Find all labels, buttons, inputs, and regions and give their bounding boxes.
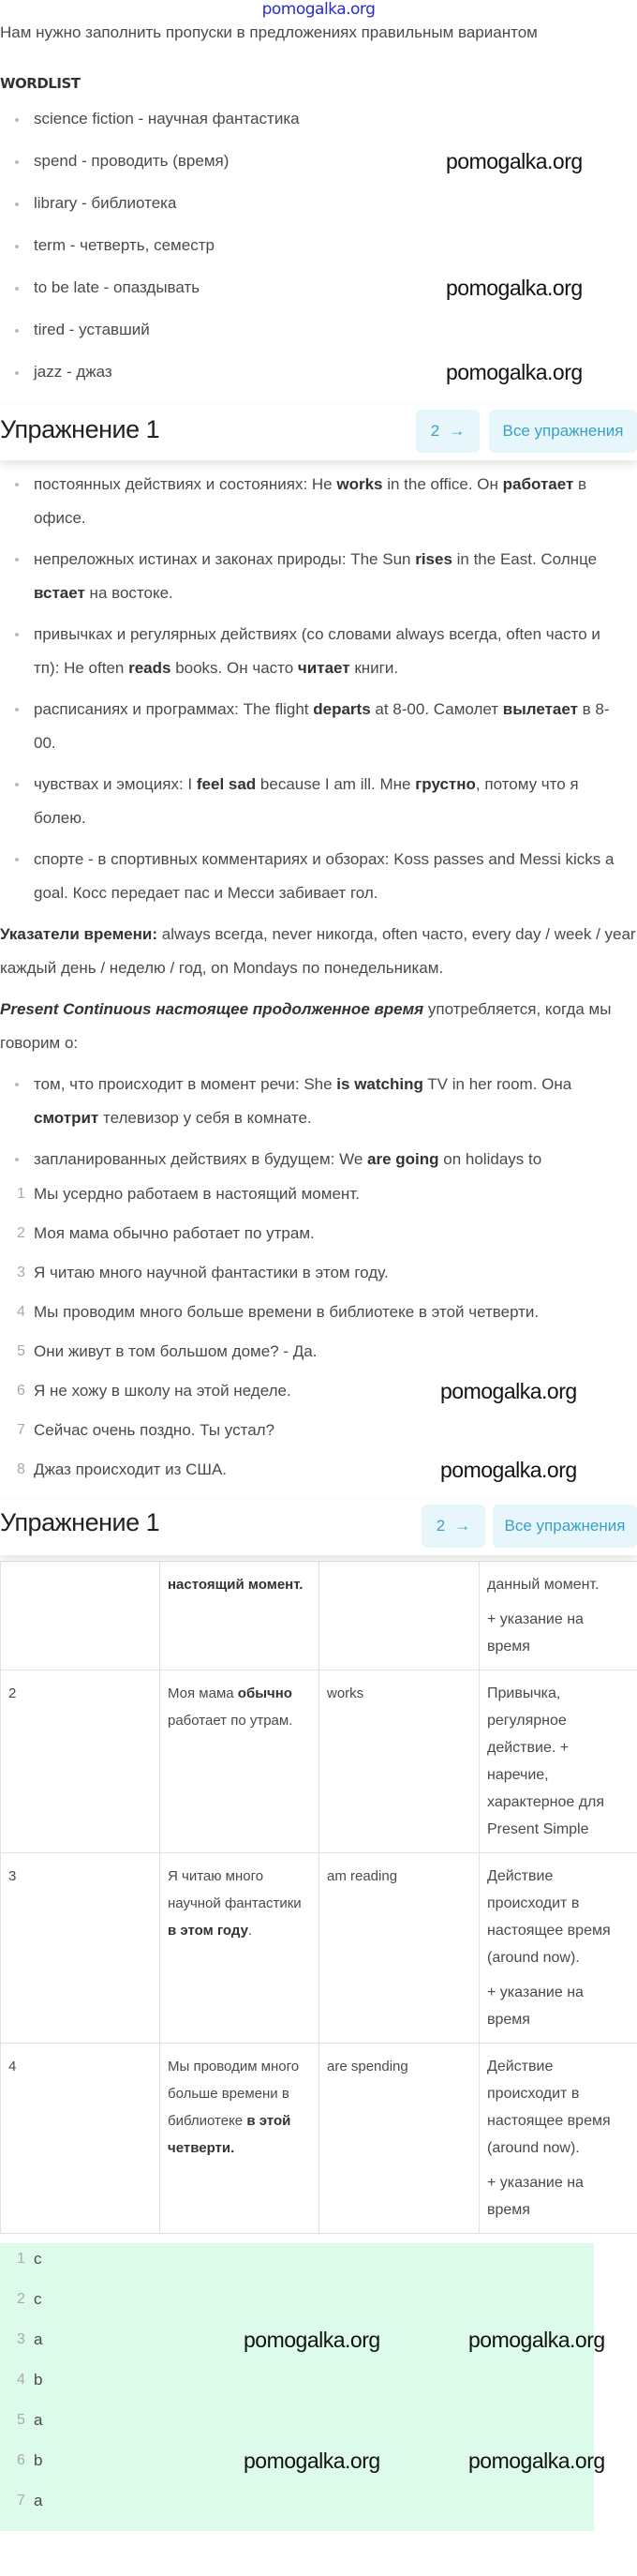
theory-item xyxy=(34,618,630,685)
sentence-number: 4 xyxy=(17,1304,25,1320)
table-row xyxy=(1,1670,637,1853)
sentence-row xyxy=(0,1460,637,1499)
text-segment: always всегда, never никогда, often часто, every day / week / year каждый день / неделю / год, on Mondays по понедельникам. xyxy=(0,925,636,977)
row-number xyxy=(1,1562,160,1670)
wordlist-text: library - библиотека xyxy=(34,194,177,212)
answer-number: 5 xyxy=(17,2412,25,2428)
row-number: 3 xyxy=(1,1853,160,2044)
theory-item xyxy=(34,843,630,910)
text-segment: телевизор у себя в комнате. xyxy=(98,1109,312,1127)
sentence-cell xyxy=(160,2044,319,2234)
wordlist-item xyxy=(34,362,637,404)
watermark: pomogalka.org xyxy=(468,2328,605,2352)
row-number: 4 xyxy=(1,2044,160,2234)
watermark: pomogalka.org xyxy=(446,276,583,300)
text-segment: встает xyxy=(34,584,85,602)
answer-value: c xyxy=(34,2290,42,2308)
text-segment: feel sad xyxy=(196,775,257,793)
answer-key xyxy=(0,2243,605,2531)
wordlist-text: to be late - опаздывать xyxy=(34,278,200,296)
sentence-number: 7 xyxy=(17,1422,25,1438)
text-segment: в этом году xyxy=(168,1923,248,1939)
sentence-text: Мы проводим много больше времени в библиотеке в этой четверти. xyxy=(34,1303,540,1321)
answer-row xyxy=(0,2410,594,2450)
answer-number: 4 xyxy=(17,2372,25,2388)
text-segment: книги. xyxy=(349,659,399,677)
sentence-number: 5 xyxy=(17,1343,25,1359)
sentence-row xyxy=(0,1223,637,1263)
answer-value: a xyxy=(34,2411,43,2429)
answer-value: b xyxy=(34,2451,43,2469)
sentence-text: Джаз происходит из США. xyxy=(34,1460,228,1478)
reason-text: + указание на время xyxy=(487,1611,584,1655)
sentence-cell xyxy=(160,1670,319,1853)
next-label: 2 xyxy=(436,1517,446,1535)
sentence-number: 8 xyxy=(17,1461,25,1477)
time-markers xyxy=(0,918,637,985)
intro-text: Нам нужно заполнить пропуски в предложениях правильным вариантом xyxy=(0,23,538,41)
text-segment: работает по утрам. xyxy=(168,1713,293,1729)
reason-text: + указание на время xyxy=(487,1984,584,2028)
sentence-row xyxy=(0,1420,637,1460)
reason-cell xyxy=(480,1670,637,1853)
row-number: 2 xyxy=(1,1670,160,1853)
wordlist-item xyxy=(34,109,637,151)
theory-item xyxy=(34,768,630,835)
answer-row xyxy=(0,2249,594,2289)
watermark: pomogalka.org xyxy=(244,2449,380,2473)
watermark: pomogalka.org xyxy=(446,149,583,173)
wordlist-text: jazz - джаз xyxy=(34,363,112,381)
sentence-row xyxy=(0,1184,637,1223)
text-segment: привычках и регулярных действиях (со словами always всегда, often часто и тп): He often xyxy=(34,625,600,677)
theory-item xyxy=(34,1143,630,1176)
text-segment: употребляется, когда мы говорим о: xyxy=(0,1000,612,1052)
text-segment: обычно xyxy=(237,1685,292,1701)
arrow-right-icon: → xyxy=(449,422,466,440)
reason-cell xyxy=(480,1853,637,2044)
answer-row xyxy=(0,2289,594,2329)
sentence-row xyxy=(0,1263,637,1302)
sentence-text: Я читаю много научной фантастики в этом году. xyxy=(34,1264,389,1281)
text-segment: books. Он часто xyxy=(170,659,298,677)
reason-cell xyxy=(480,2044,637,2234)
wordlist-text: term - четверть, семестр xyxy=(34,236,215,254)
text-segment: расписаниях и программах: The flight xyxy=(34,700,314,718)
text-segment: на востоке. xyxy=(84,584,173,602)
sentence-list xyxy=(0,1184,637,1499)
text-segment: departs xyxy=(313,700,371,718)
text-segment: reads xyxy=(128,659,171,677)
text-segment: запланированных действиях в будущем: We xyxy=(34,1150,368,1168)
answer-value: c xyxy=(34,2250,42,2268)
site-title[interactable]: pomogalka.org xyxy=(261,0,376,19)
sentence-text: Я не хожу в школу на этой неделе. xyxy=(34,1382,291,1400)
answer-value: a xyxy=(34,2330,43,2348)
sentence-number: 2 xyxy=(17,1225,25,1241)
next-label: 2 xyxy=(430,422,440,440)
text-segment: Указатели времени: xyxy=(0,925,158,943)
sentence-number: 3 xyxy=(17,1265,25,1281)
text-segment: смотрит xyxy=(34,1109,99,1127)
text-segment: в этой четверти. xyxy=(168,2113,291,2156)
text-segment: работает xyxy=(502,475,574,493)
text-segment: rises xyxy=(415,550,452,568)
sentence-text: Сейчас очень поздно. Ты устал? xyxy=(34,1421,275,1439)
answer-number: 3 xyxy=(17,2331,25,2347)
watermark: pomogalka.org xyxy=(440,1458,577,1482)
exercise-header xyxy=(0,404,637,460)
watermark: pomogalka.org xyxy=(468,2449,605,2473)
answers-table xyxy=(0,1561,637,2234)
continuous-intro xyxy=(0,993,637,1060)
answer-row xyxy=(0,2328,605,2370)
sentence-text: Мы усердно работаем в настоящий момент. xyxy=(34,1185,360,1203)
text-segment: том, что происходит в момент речи: She xyxy=(34,1075,337,1093)
answer-cell: are spending xyxy=(319,2044,480,2234)
answer-number: 2 xyxy=(17,2291,25,2307)
answer-number: 7 xyxy=(17,2493,25,2509)
answer-row xyxy=(0,2449,605,2491)
wordlist-item xyxy=(34,193,637,235)
watermark: pomogalka.org xyxy=(440,1379,577,1403)
wordlist-item xyxy=(34,151,637,193)
text-segment: Мы проводим много больше времени в библиотеке xyxy=(168,2059,300,2129)
reason-text: Действие происходит в настоящее время (around now). xyxy=(487,1868,611,1966)
answer-value: a xyxy=(34,2492,43,2509)
theory-item xyxy=(34,543,630,610)
exercise-title: Упражнение 1 xyxy=(0,1508,160,1536)
theory-continuous-section xyxy=(0,1068,637,1176)
text-segment: in the office. Он xyxy=(382,475,503,493)
wordlist-text: spend - проводить (время) xyxy=(34,152,230,170)
sentence-text: Они живут в том большом доме? - Да. xyxy=(34,1342,318,1360)
wordlist-item xyxy=(34,320,637,362)
text-segment: спорте - в спортивных комментариях и обзорах: Koss passes and Messi kicks a goal. Косс передает пас и Месси забивает гол. xyxy=(34,850,615,902)
text-segment: . xyxy=(247,1923,253,1939)
reason-text: + указание на время xyxy=(487,2175,584,2218)
text-segment: грустно xyxy=(415,775,476,793)
text-segment: is watching xyxy=(336,1075,423,1093)
text-segment: в офисе. xyxy=(34,475,587,527)
exercise-header xyxy=(0,1499,637,1555)
answer-number: 6 xyxy=(17,2452,25,2468)
table-row xyxy=(1,1562,637,1670)
theory-item xyxy=(34,693,630,760)
text-segment: непреложных истинах и законах природы: The Sun xyxy=(34,550,416,568)
answer-cell xyxy=(319,1562,480,1670)
sentence-row xyxy=(0,1341,637,1381)
answer-number: 1 xyxy=(17,2251,25,2267)
text-segment: постоянных действиях и состояниях: He xyxy=(34,475,337,493)
text-segment: настоящий момент. xyxy=(168,1577,304,1593)
all-exercises-button[interactable]: Все упражнения xyxy=(489,410,637,453)
text-segment: are going xyxy=(367,1150,439,1168)
next-exercise-button[interactable] xyxy=(416,410,480,453)
theory-item xyxy=(34,1068,630,1135)
sentence-cell xyxy=(160,1562,319,1670)
sentence-text: Моя мама обычно работает по утрам. xyxy=(34,1224,315,1242)
answer-cell: am reading xyxy=(319,1853,480,2044)
answer-row xyxy=(0,2370,594,2410)
answer-row xyxy=(0,2491,594,2531)
wordlist-item xyxy=(34,277,637,320)
all-exercises-button[interactable]: Все упражнения xyxy=(493,1505,637,1548)
text-segment: at 8-00. Самолет xyxy=(370,700,503,718)
text-segment: because I am ill. Мне xyxy=(256,775,416,793)
wordlist-text: science fiction - научная фантастика xyxy=(34,110,300,127)
sentence-row xyxy=(0,1302,637,1341)
reason-cell xyxy=(480,1562,637,1670)
text-segment: on holidays to xyxy=(438,1150,542,1168)
theory-item xyxy=(34,468,630,535)
text-segment: works xyxy=(336,475,383,493)
watermark: pomogalka.org xyxy=(244,2328,380,2352)
reason-text: Привычка, регулярное действие. + наречие, характерное для Present Simple xyxy=(487,1685,605,1837)
arrow-right-icon: → xyxy=(454,1517,471,1535)
text-segment: чувствах и эмоциях: I xyxy=(34,775,197,793)
theory-simple-section xyxy=(0,468,637,910)
text-segment: , потому что я болею. xyxy=(34,775,579,827)
text-segment: TV in her room. Она xyxy=(422,1075,572,1093)
sentence-cell xyxy=(160,1853,319,2044)
next-exercise-button[interactable] xyxy=(422,1505,485,1548)
table-row xyxy=(1,2044,637,2234)
text-segment: читает xyxy=(297,659,350,677)
wordlist-text: tired - уставший xyxy=(34,321,150,338)
wordlist xyxy=(0,109,637,404)
watermark: pomogalka.org xyxy=(446,360,583,384)
wordlist-item xyxy=(34,235,637,277)
sentence-row xyxy=(0,1381,637,1420)
text-segment: in the East. Солнце xyxy=(452,550,598,568)
reason-text: данный момент. xyxy=(487,1577,600,1593)
answer-value: b xyxy=(34,2371,43,2389)
reason-text: Действие происходит в настоящее время (around now). xyxy=(487,2059,611,2156)
text-segment: Моя мама xyxy=(168,1685,238,1701)
text-segment: Я читаю много научной фантастики xyxy=(168,1868,302,1911)
text-segment: вылетает xyxy=(502,700,578,718)
exercise-title: Упражнение 1 xyxy=(0,415,160,443)
text-segment: в 8-00. xyxy=(34,700,610,752)
answers-table-section xyxy=(0,1561,637,2234)
wordlist-heading: WORDLIST xyxy=(0,75,81,92)
answer-cell: works xyxy=(319,1670,480,1853)
table-row xyxy=(1,1853,637,2044)
sentence-number: 6 xyxy=(17,1383,25,1399)
text-segment: Present Continuous настоящее продолженное время xyxy=(0,1000,424,1018)
sentence-number: 1 xyxy=(17,1186,25,1202)
